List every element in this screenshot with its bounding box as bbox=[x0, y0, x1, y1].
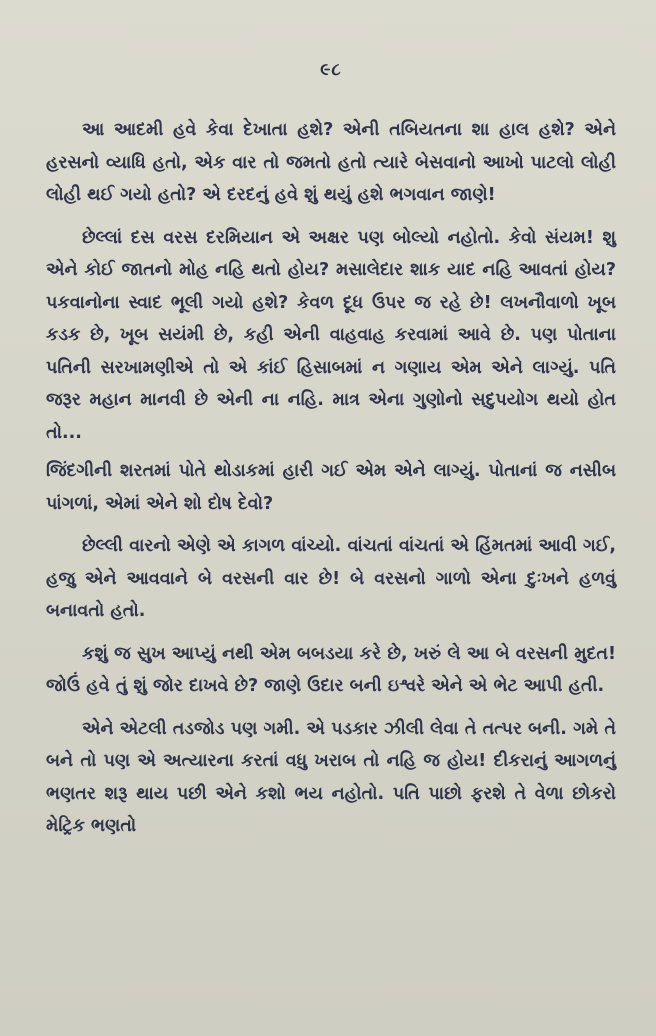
paragraph-6: એને એટલી તડજોડ પણ ગમી. એ પડકાર ઝીલી લેવા તે તત્પર બની. ગમે તે બને તો પણ એ અત્યારના કરતાં વધુ ખરાબ તો નહિ જ હોય! દીકરાનું આગળનું ભણતર શરૂ થાય પછી એને કશો ભય નહોતો. પતિ પાછો ફરશે તે વેળા છોકરો મેટ્રિક ભણતો bbox=[46, 718, 616, 836]
paragraph-4: છેલ્લી વારનો એણે એ કાગળ વાંચ્યો. વાંચતાં વાંચતાં એ હિંમતમાં આવી ગઈ, હજુ એને આવવાને બે વરસની વાર છે! બે વરસનો ગાળો એના દુઃખને હળવું બનાવતો હતો. bbox=[46, 536, 616, 621]
paragraph-2: છેલ્લાં દસ વરસ દરમિયાન એ અક્ષર પણ બોલ્યો નહોતો. કેવો સંયમ! શુ એને કોઈ જાતનો મોહ નહિ થતો હોય? મસાલેદાર શાક યાદ નહિ આવતાં હોય? પકવાનોના સ્વાદ ભૂલી ગયો હશે? કેવળ દૂધ ઉપર જ રહે છે! લખનૌવાળો ખૂબ કડક છે, ખૂબ સયંમી છે, કહી એની વાહવાહ કરવામાં આવે છે. પણ પોતાના પતિની સરખામણીએ તો એ કાંઈ હિસાબમાં ન ગણાય એમ એને લાગ્યું. પતિ જરૂર મહાન માનવી છે એની ના નહિ. માત્ર એના ગુણોનો સદુપયોગ થયો હોત તો... bbox=[46, 227, 616, 443]
paragraph-1: આ આદમી હવે કેવા દેખાતા હશે? એની તબિયતના શા હાલ હશે? એને હરસનો વ્યાધિ હતો, એક વાર તો જમતો હતો ત્યારે બેસવાનો આખો પાટલો લોહી લોહી થઈ ગયો હતો? એ દરદનું હવે શું થયું હશે ભગવાન જાણે! bbox=[46, 120, 616, 205]
paragraph-3: જિંદગીની શરતમાં પોતે થોડાકમાં હારી ગઈ એમ એને લાગ્યું. પોતાનાં જ નસીબ પાંગળાં, એમાં એને શો દોષ દેવો? bbox=[46, 461, 616, 514]
page-number: ૯૮ bbox=[320, 60, 342, 80]
paragraph-5: કશું જ સુખ આપ્યું નથી એમ બબડયા કરે છે, ખરું લે આ બે વરસની મુદત! જોઉં હવે તું શું જોર દાખવે છે? જાણે ઉદાર બની ઇશ્વરે એને એ ભેટ આપી હતી. bbox=[46, 643, 616, 696]
